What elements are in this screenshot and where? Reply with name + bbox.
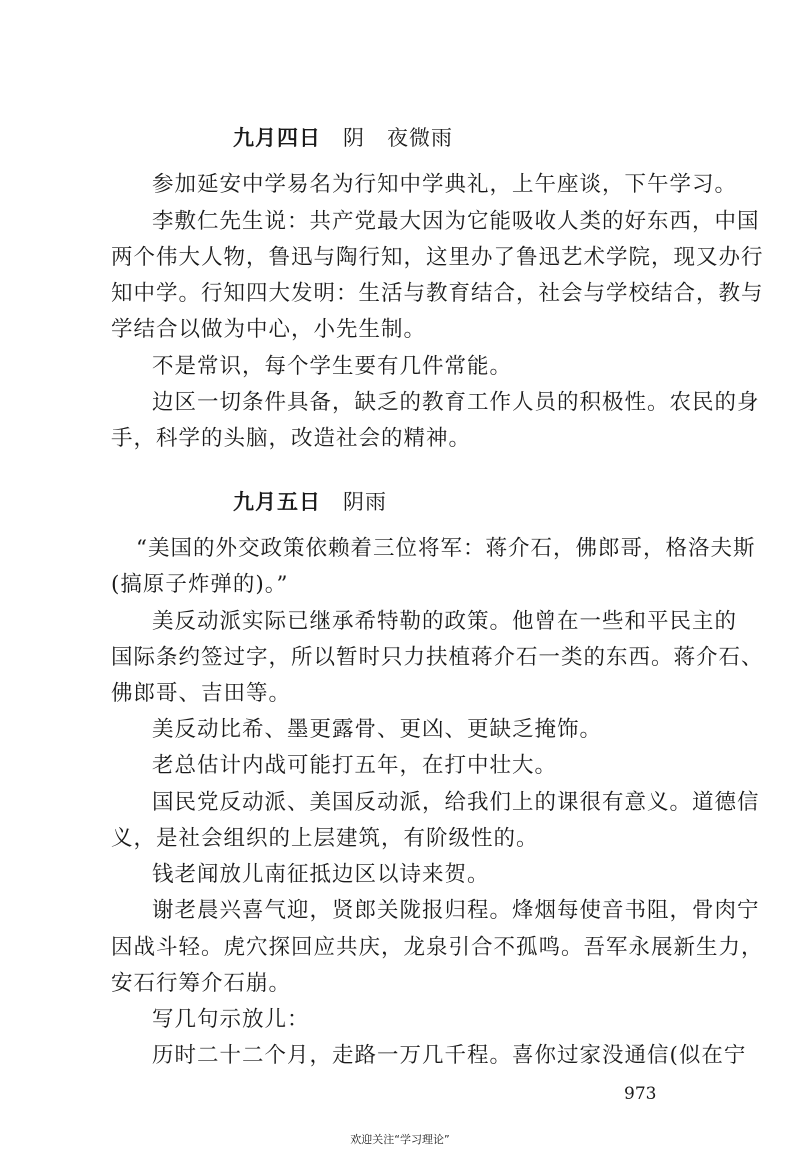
paragraph-line: 参加延安中学易名为行知中学典礼，上午座谈，下午学习。 bbox=[152, 172, 738, 197]
paragraph-line: 国民党反动派、美国反动派，给我们上的课很有意义。道德信 bbox=[152, 790, 760, 815]
page-number: 973 bbox=[624, 1084, 657, 1104]
paragraph-line: 老总估计内战可能打五年，在打中壮大。 bbox=[152, 753, 558, 778]
entry-date: 九月五日 bbox=[233, 489, 321, 514]
paragraph-line: 手，科学的头脑，改造社会的精神。 bbox=[111, 426, 472, 451]
entry-heading bbox=[233, 122, 453, 152]
paragraph-line: 历时二十二个月，走路一万几千程。喜你过家没通信(似在宁 bbox=[152, 1043, 747, 1068]
entry-weather: 阴 夜微雨 bbox=[343, 126, 453, 150]
paragraph-line: 美反动派实际已继承希特勒的政策。他曾在一些和平民主的 bbox=[152, 609, 738, 634]
paragraph-line: 谢老晨兴喜气迎，贤郎关陇报归程。烽烟每使音书阻，骨肉宁 bbox=[152, 898, 760, 923]
entry-weather: 阴雨 bbox=[343, 490, 387, 514]
paragraph-line: (搞原子炸弹的)。” bbox=[111, 572, 289, 597]
paragraph-line: 不是常识，每个学生要有几件常能。 bbox=[152, 354, 513, 379]
paragraph-line: 安石行筹介石崩。 bbox=[111, 971, 292, 996]
paragraph-line: 国际条约签过字，所以暂时只力扶植蒋介石一类的东西。蒋介石、 bbox=[111, 645, 764, 670]
paragraph-line: 两个伟大人物，鲁迅与陶行知，这里办了鲁迅艺术学院，现又办行 bbox=[111, 245, 764, 270]
paragraph-line: 边区一切条件具备，缺乏的教育工作人员的积极性。农民的身 bbox=[152, 390, 760, 415]
paragraph-line: 写几句示放儿： bbox=[152, 1007, 310, 1032]
paragraph-line: 学结合以做为中心，小先生制。 bbox=[111, 317, 427, 342]
paragraph-line: 佛郎哥、吉田等。 bbox=[111, 681, 292, 706]
footer-text: 欢迎关注“学习理论” bbox=[350, 1133, 450, 1146]
paragraph-line: 因战斗轻。虎穴探回应共庆，龙泉引合不孤鸣。吾军永展新生力， bbox=[111, 935, 764, 960]
paragraph-line: “美国的外交政策依赖着三位将军：蒋介石，佛郎哥，格洛夫斯 bbox=[136, 536, 756, 561]
paragraph-line: 钱老闻放儿南征抵边区以诗来贺。 bbox=[152, 862, 490, 887]
paragraph-line: 李敷仁先生说：共产党最大因为它能吸收人类的好东西，中国 bbox=[152, 209, 760, 234]
paragraph-line: 义，是社会组织的上层建筑，有阶级性的。 bbox=[111, 826, 539, 851]
entry-heading bbox=[233, 486, 387, 516]
entry-date: 九月四日 bbox=[233, 125, 321, 150]
paragraph-line: 知中学。行知四大发明：生活与教育结合，社会与学校结合，教与 bbox=[111, 281, 764, 306]
paragraph-line: 美反动比希、墨更露骨、更凶、更缺乏掩饰。 bbox=[152, 717, 603, 742]
